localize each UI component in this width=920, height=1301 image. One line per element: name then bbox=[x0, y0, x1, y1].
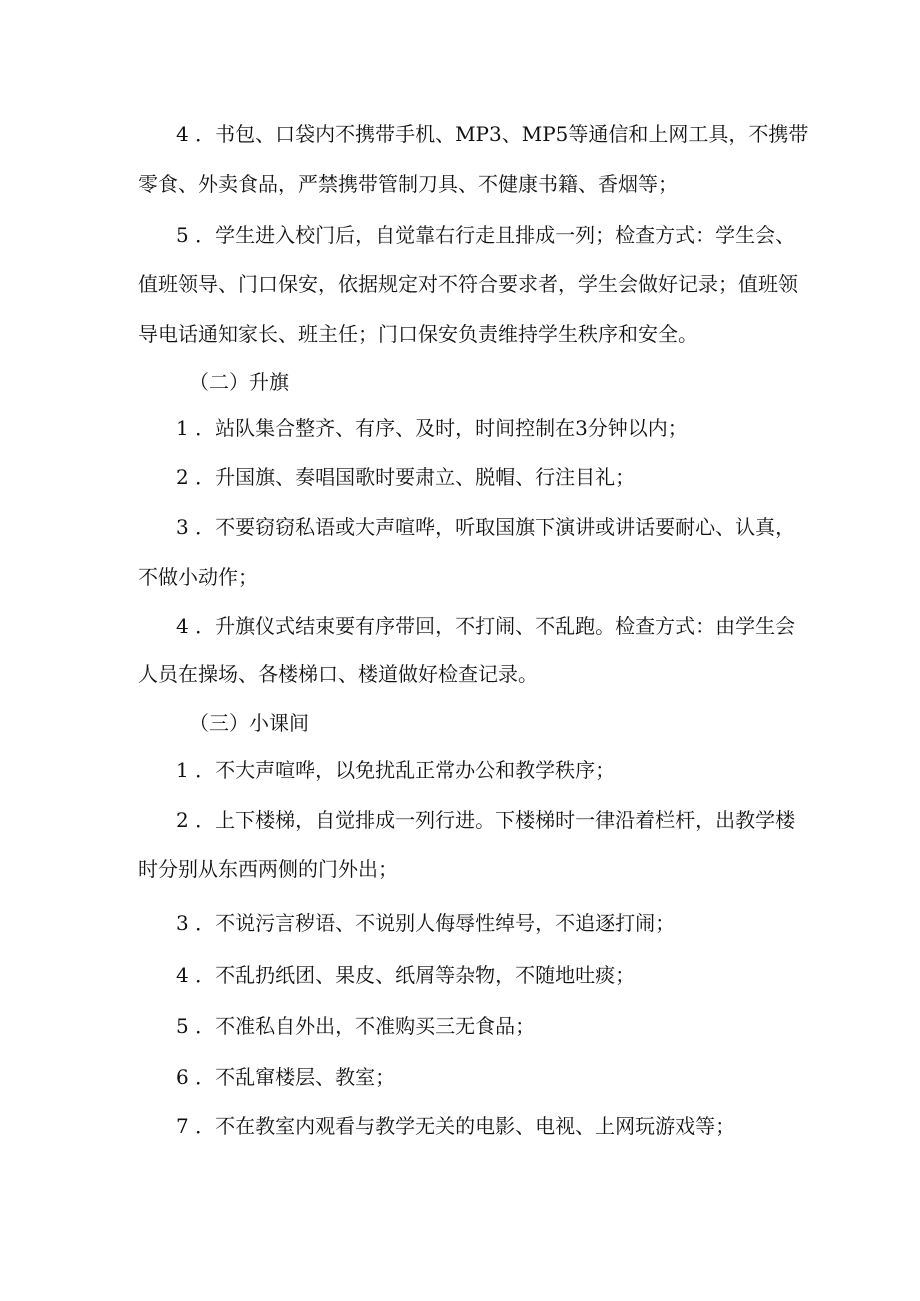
break-item-4: 4 ．不乱扔纸团、果皮、纸屑等杂物，不随地吐痰； bbox=[176, 963, 636, 987]
flag-item-3-line-1: 3 ．不要窃窃私语或大声喧哗，听取国旗下演讲或讲话要耐心、认真， bbox=[176, 515, 796, 539]
flag-item-4-line-1: 4 ．升旗仪式结束要有序带回，不打闹、不乱跑。检查方式：由学生会 bbox=[176, 614, 796, 638]
flag-item-4-line-2: 人员在操场、各楼梯口、楼道做好检查记录。 bbox=[138, 662, 538, 686]
break-item-2-line-1: 2 ．上下楼梯，自觉排成一列行进。下楼梯时一律沿着栏杆，出教学楼 bbox=[176, 808, 796, 832]
break-item-6: 6 ．不乱窜楼层、教室； bbox=[176, 1065, 396, 1089]
break-item-7: 7 ．不在教室内观看与教学无关的电影、电视、上网玩游戏等； bbox=[176, 1114, 736, 1138]
flag-item-1: 1 ．站队集合整齐、有序、及时，时间控制在3分钟以内； bbox=[176, 416, 688, 440]
paragraph-item-5-line-2: 值班领导、门口保安，依据规定对不符合要求者，学生会做好记录；值班领 bbox=[138, 272, 798, 296]
section-heading-flag-raising: （二）升旗 bbox=[189, 370, 289, 394]
break-item-5: 5 ．不准私自外出，不准购买三无食品； bbox=[176, 1014, 536, 1038]
flag-item-3-line-2: 不做小动作； bbox=[138, 565, 258, 589]
section-heading-short-break: （三）小课间 bbox=[189, 711, 309, 735]
paragraph-item-4-line-2: 零食、外卖食品，严禁携带管制刀具、不健康书籍、香烟等； bbox=[138, 172, 678, 196]
paragraph-item-5-line-1: 5 ．学生进入校门后，自觉靠右行走且排成一列；检查方式：学生会、 bbox=[176, 223, 796, 247]
paragraph-item-4-line-1: 4 ．书包、口袋内不携带手机、MP3、MP5等通信和上网工具，不携带 bbox=[176, 122, 809, 146]
break-item-1: 1 ．不大声喧哗，以免扰乱正常办公和教学秩序； bbox=[176, 758, 616, 782]
break-item-3: 3 ．不说污言秽语、不说别人侮辱性绰号，不追逐打闹； bbox=[176, 911, 676, 935]
flag-item-2: 2 ．升国旗、奏唱国歌时要肃立、脱帽、行注目礼； bbox=[176, 465, 636, 489]
break-item-2-line-2: 时分别从东西两侧的门外出； bbox=[138, 857, 398, 881]
paragraph-item-5-line-3: 导电话通知家长、班主任；门口保安负责维持学生秩序和安全。 bbox=[138, 322, 698, 346]
